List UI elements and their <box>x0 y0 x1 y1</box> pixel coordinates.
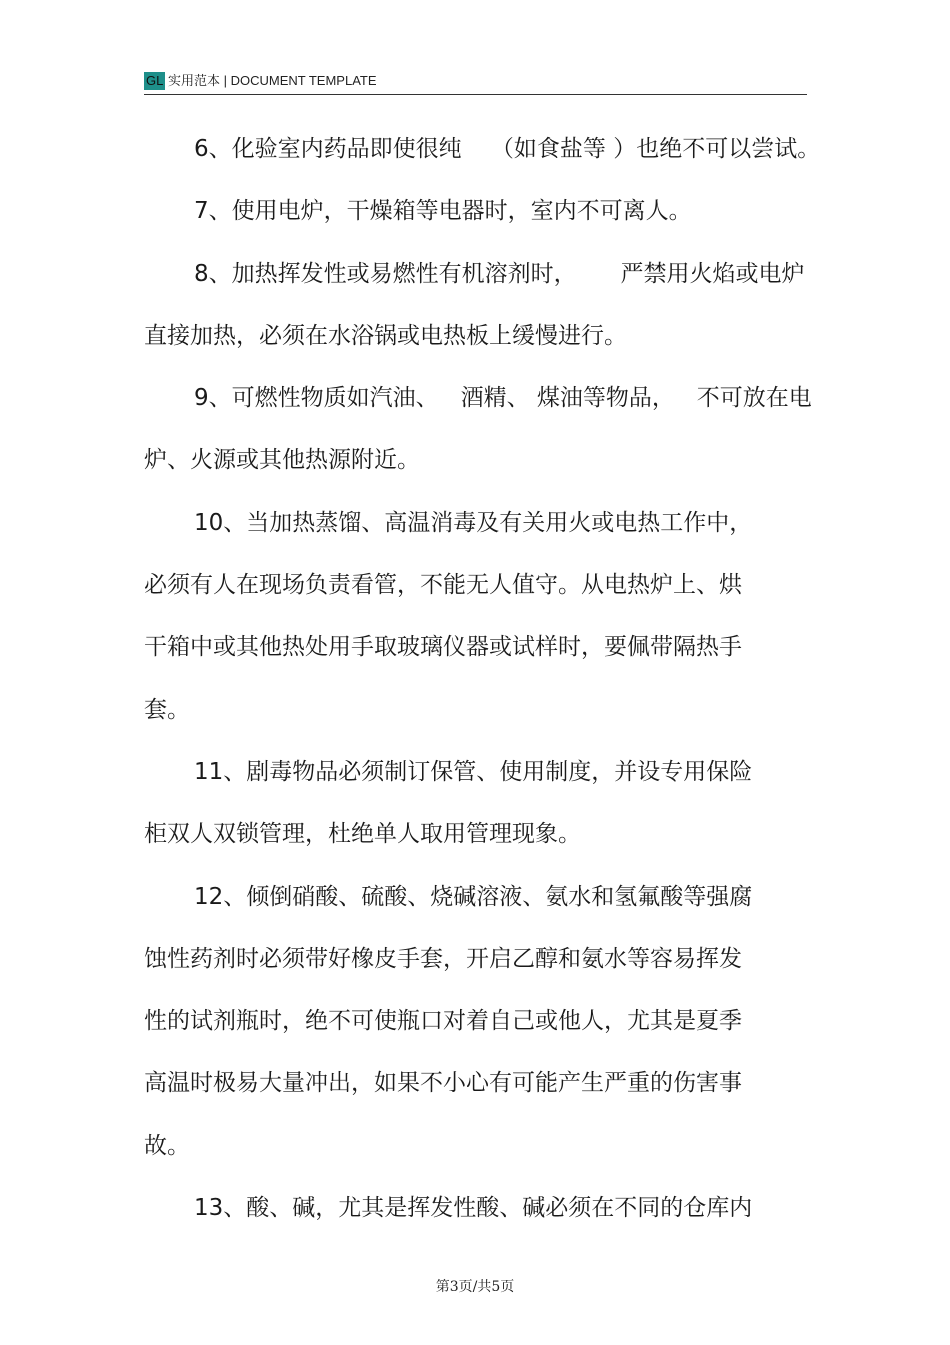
body-line: 12、倾倒硝酸、硫酸、烧碱溶液、氨水和氢氟酸等强腐 <box>194 883 753 910</box>
body-line: 13、酸、碱，尤其是挥发性酸、碱必须在不同的仓库内 <box>194 1195 753 1222</box>
document-header <box>144 68 807 95</box>
body-line: 必须有人在现场负责看管，不能无人值守。从电热炉上、烘 <box>144 572 742 599</box>
body-line: 9、可燃性物质如汽油、 酒精、 煤油等物品， 不可放在电 <box>194 385 812 412</box>
body-line: 柜双人双锁管理，杜绝单人取用管理现象。 <box>144 821 581 848</box>
body-line: 8、加热挥发性或易燃性有机溶剂时， 严禁用火焰或电炉 <box>194 260 805 287</box>
body-line: 蚀性药剂时必须带好橡皮手套，开启乙醇和氨水等容易挥发 <box>144 945 742 972</box>
body-line: 7、使用电炉，干燥箱等电器时，室内不可离人。 <box>194 198 692 225</box>
body-line: 故。 <box>144 1132 190 1159</box>
body-line: 6、化验室内药品即使很纯 （如食盐等 ）也绝不可以尝试。 <box>194 136 821 162</box>
body-line: 性的试剂瓶时，绝不可使瓶口对着自己或他人，尤其是夏季 <box>144 1008 742 1035</box>
body-line: 套。 <box>144 696 190 723</box>
body-line: 11、剧毒物品必须制订保管、使用制度，并设专用保险 <box>194 758 753 785</box>
document-body <box>144 126 821 1247</box>
body-line: 直接加热，必须在水浴锅或电热板上缓慢进行。 <box>144 322 627 349</box>
gl-logo: GL <box>146 73 164 88</box>
body-line: 干箱中或其他热处用手取玻璃仪器或试样时，要佩带隔热手 <box>144 634 742 661</box>
body-line: 炉、火源或其他热源附近。 <box>144 447 420 474</box>
body-line: 高温时极易大量冲出，如果不小心有可能产生严重的伤害事 <box>144 1070 742 1097</box>
body-line: 10、当加热蒸馏、高温消毒及有关用火或电热工作中， <box>194 509 753 536</box>
header-title: 实用范本 | DOCUMENT TEMPLATE <box>168 73 377 88</box>
page-number: 第3页/共5页 <box>435 1279 515 1295</box>
